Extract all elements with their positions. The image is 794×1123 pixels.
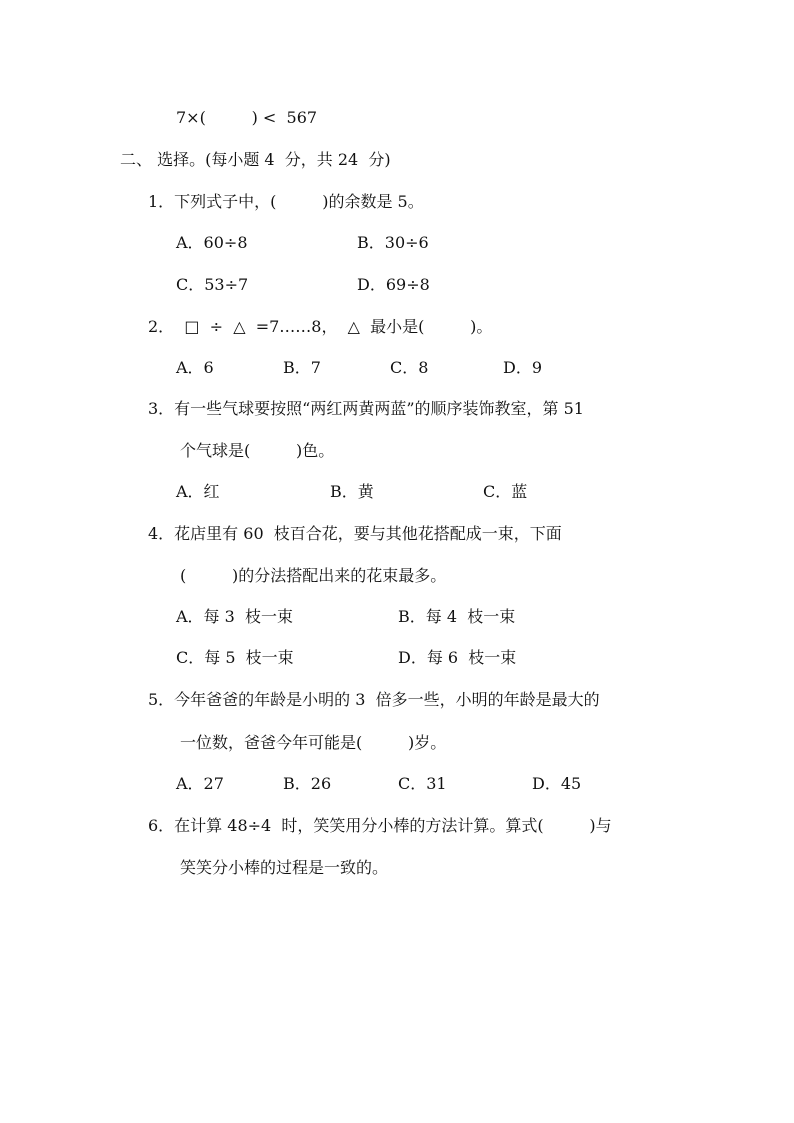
question-6-stem-line-1: 6．在计算 48÷4 时，笑笑用分小棒的方法计算。算式( )与 (148, 816, 612, 835)
section-number: 二、 (120, 150, 153, 169)
question-5-option-c[interactable]: C．31 (398, 774, 447, 793)
question-5-option-b[interactable]: B．26 (283, 774, 332, 793)
question-1-option-d[interactable]: D．69÷8 (357, 275, 430, 294)
question-5-stem-line-2: 一位数，爸爸今年可能是( )岁。 (180, 733, 447, 752)
question-3-stem-line-1: 3．有一些气球要按照“两红两黄两蓝”的顺序装饰教室，第 51 (148, 399, 584, 418)
question-2-stem: 2． □ ÷ △ =7……8， △ 最小是( )。 (148, 317, 493, 336)
question-5-option-d[interactable]: D．45 (532, 774, 582, 793)
question-1-stem: 1．下列式子中，( )的余数是 5。 (148, 192, 424, 211)
prev-question-line: 7×( ) < 567 (176, 108, 318, 127)
question-1-option-c[interactable]: C．53÷7 (176, 275, 249, 294)
question-5-stem-line-1: 5．今年爸爸的年龄是小明的 3 倍多一些，小明的年龄是最大的 (148, 690, 600, 709)
question-4-stem-line-2: ( )的分法搭配出来的花束最多。 (180, 566, 447, 585)
question-3-stem-line-2: 个气球是( )色。 (180, 441, 335, 460)
question-4-option-b[interactable]: B．每 4 枝一束 (398, 607, 516, 626)
question-4-option-a[interactable]: A．每 3 枝一束 (176, 607, 293, 626)
question-3-option-b[interactable]: B．黄 (330, 482, 374, 501)
question-1-option-a[interactable]: A．60÷8 (176, 233, 248, 252)
question-1-option-b[interactable]: B．30÷6 (357, 233, 429, 252)
question-4-option-d[interactable]: D．每 6 枝一束 (398, 648, 517, 667)
question-2-option-d[interactable]: D．9 (503, 358, 543, 377)
question-5-option-a[interactable]: A．27 (176, 774, 224, 793)
question-2-option-a[interactable]: A．6 (176, 358, 214, 377)
question-6-stem-line-2: 笑笑分小棒的过程是一致的。 (180, 858, 389, 877)
question-2-option-c[interactable]: C．8 (390, 358, 429, 377)
question-4-stem-line-1: 4．花店里有 60 枝百合花，要与其他花搭配成一束，下面 (148, 524, 562, 543)
question-3-option-c[interactable]: C．蓝 (483, 482, 528, 501)
question-3-option-a[interactable]: A．红 (176, 482, 220, 501)
question-4-option-c[interactable]: C．每 5 枝一束 (176, 648, 294, 667)
question-2-option-b[interactable]: B．7 (283, 358, 321, 377)
section-title: 选择。(每小题 4 分，共 24 分) (152, 150, 391, 169)
